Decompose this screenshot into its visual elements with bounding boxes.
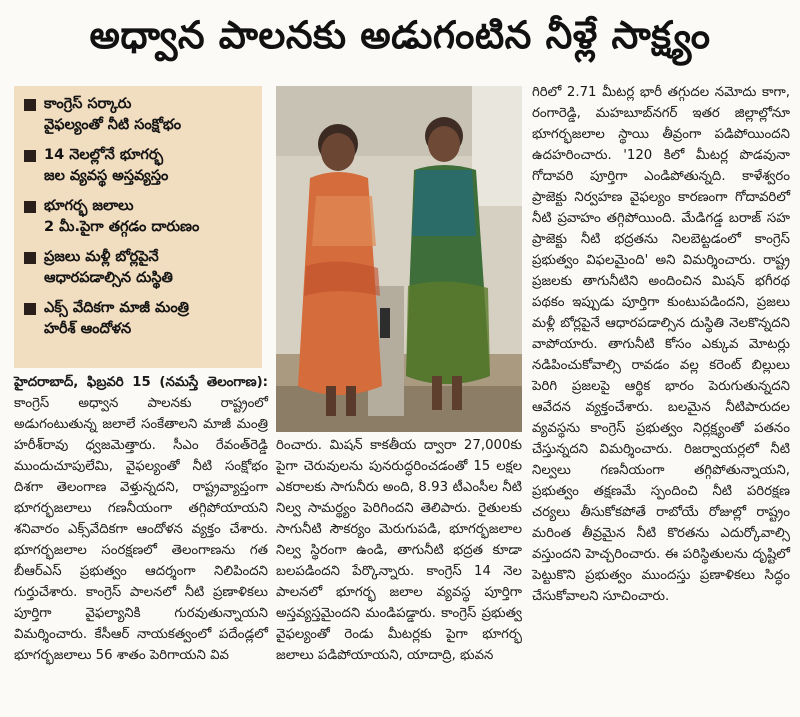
article-dateline: హైదరాబాద్, ఫిబ్రవరి 15 (నమస్తే తెలంగాణ): — [14, 375, 268, 390]
highlight-text: భూగర్భ జలాలు 2 మీ.పైగా తగ్గడం దారుణం — [44, 198, 200, 235]
news-photo — [276, 86, 522, 432]
highlight-text: ప్రజలు మళ్లీ బోర్లపైనే ఆధారపడాల్సిన దుస్థితి — [44, 249, 173, 286]
article-column-1 — [14, 372, 268, 666]
highlight-item — [24, 298, 254, 340]
article-column-3 — [532, 82, 790, 607]
square-bullet-icon — [24, 201, 36, 213]
highlight-item — [24, 247, 254, 289]
article-text: రించారు. మిషన్ కాకతీయ ద్వారా 27,000కు పైగా చెరువులను పునరుద్ధరించడంతో 15 లక్షల ఎకరాలకు సాగునీరు అంది, 8.93 టీఎంసీల నీటి నిల్వ సామర్థ్యం పెరిగిందని తెలిపారు. రైతులకు సాగునీటి సౌకర్యం మెరుగుపడి, భూగర్భజలాల నిల్వ స్థిరంగా ఉండి, తాగునీటి భద్రత కూడా బలపడిందని పేర్కొన్నారు. కాంగ్రెస్ 14 నెల పాలనలో భూగర్భ జలాల వ్యవస్థ పూర్తిగా అస్తవ్యస్తమైందని మండిపడ్డారు. కాంగ్రెస్ ప్రభుత్వ వైఫల్యంతో రెండు మీటర్లకు పైగా భూగర్భ జలాలు పడిపోయాయని, యాదాద్రి, భువన — [276, 438, 522, 663]
highlight-item — [24, 196, 254, 238]
highlight-item — [24, 145, 254, 187]
square-bullet-icon — [24, 99, 36, 111]
highlight-text: ఎక్స్ వేదికగా మాజీ మంత్రి హరీశ్ ఆందోళన — [44, 300, 190, 337]
square-bullet-icon — [24, 303, 36, 315]
highlights-box — [14, 86, 262, 368]
highlight-item — [24, 94, 254, 136]
article-column-2 — [276, 435, 522, 666]
square-bullet-icon — [24, 150, 36, 162]
headline: అధ్వాన పాలనకు అడుగంటిన నీళ్లే సాక్ష్యం — [89, 13, 711, 57]
article-text: కాంగ్రెస్ అధ్వాన పాలనకు రాష్ట్రంలో అడుగంటుతున్న జలాలే సంకేతాలని మాజీ మంత్రి హరీశ్‌రావు ధ్వజమెత్తారు. సీఎం రేవంత్‌రెడ్డి ముందుచూపులేమి, వైఫల్యంతో నీటి సంక్షోభం దిశగా తెలంగాణ వెళ్తున్నదని, రాష్ట్రవ్యాప్తంగా భూగర్భజలాలు గణనీయంగా తగ్గిపోయాయని శనివారం ఎక్స్‌వేదికగా ఆందోళన వ్యక్తం చేశారు. భూగర్భజలాల సంరక్షణలో తెలంగాణను గత బీఆర్‌ఎస్ ప్రభుత్వం ఆదర్శంగా నిలిపిందని గుర్తుచేశారు. కాంగ్రెస్ పాలనలో నీటి ప్రణాళికలు పూర్తిగా వైఫల్యానికి గురవుతున్నాయని విమర్శించారు. కేసీఆర్ నాయకత్వంలో పదేండ్లలో భూగర్భజలాలు 56 శాతం పెరిగాయని వివ — [14, 396, 268, 663]
square-bullet-icon — [24, 252, 36, 264]
photo-illustration — [276, 86, 522, 432]
highlight-text: 14 నెలల్లోనే భూగర్భ జల వ్యవస్థ అస్తవ్యస్తం — [44, 147, 169, 184]
article-text: గిరిలో 2.71 మీటర్ల భారీ తగ్గుదల నమోదు కాగా, రంగారెడ్డి, మహబూబ్‌నగర్ ఇతర జిల్లాల్లోనూ భూగర్భజలాల స్థాయి తీవ్రంగా పడిపోయిందని ఉదహరించారు. '120 కిలో మీటర్ల పొడవునా గోదావరి పూర్తిగా ఎండిపోతున్నది. కాళేశ్వరం ప్రాజెక్టు నిర్వహణ వైఫల్యం కారణంగా గోదావరిలో నీటి ప్రవాహం తగ్గిపోయింది. మేడిగడ్డ బరాజ్ సహ ప్రాజెక్టు నీటి భద్రతను నిలబెట్టడంలో కాంగ్రెస్ ప్రభుత్వం విఫలమైంది' అని విమర్శించారు. రాష్ట్ర ప్రజలకు తాగునీటిని అందించిన మిషన్ భగీరథ పథకం ఇప్పుడు పూర్తిగా కుంటుపడిందని, ప్రజలు మళ్లీ బోర్లపైనే ఆధారపడాల్సిన దుస్థితి నెలకొన్నదని వాపోయారు. తాగునీటి కోసం ఎక్కువ మోటర్లు నడిపించుకోవాల్సి రావడం వల్ల కరెంట్ బిల్లులు పెరిగి ప్రజలపై ఆర్థిక భారం పెరుగుతున్నదని ఆవేదన వ్యక్తంచేశారు. బలమైన నీటిపారుదల వ్యవస్థను కాంగ్రెస్ ప్రభుత్వం నిర్లక్ష్యంతో పతనం చేస్తున్నదని విమర్శించారు. రిజర్వాయర్లలో నీటి నిల్వలు గణనీయంగా తగ్గిపోతున్నాయని, ప్రభుత్వం తక్షణమే స్పందించి నీటి పరిరక్షణ చర్యలు తీసుకోకపోతే రాబోయే రోజుల్లో రాష్ట్రం మరింత తీవ్రమైన నీటి కొరతను ఎదుర్కోవాల్సి వస్తుందని హెచ్చరించారు. ఈ పరిస్థితులను దృష్టిలో పెట్టుకొని ప్రభుత్వం ముందస్తు ప్రణాళికలు సిద్ధం చేసుకోవాలని సూచించారు. — [532, 85, 790, 604]
highlight-text: కాంగ్రెస్ సర్కారు వైఫల్యంతో నీటి సంక్షోభం — [44, 96, 182, 133]
